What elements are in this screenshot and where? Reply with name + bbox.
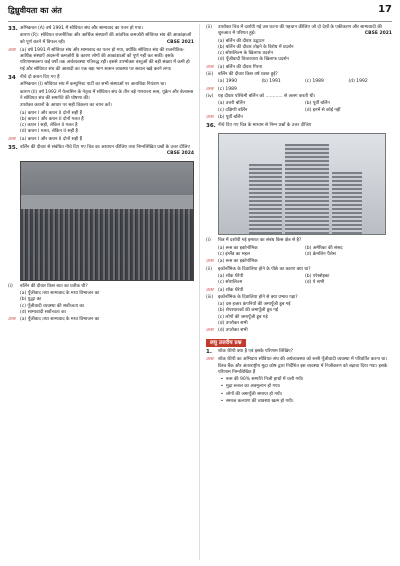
answer-text: (b) पूर्वी बर्लिन bbox=[218, 114, 243, 120]
option-b: (b) युद्धा का bbox=[20, 297, 42, 303]
page-number: 17 bbox=[378, 4, 392, 15]
sub-question-iv bbox=[206, 94, 392, 114]
reason-text: कारण (II) वर्ष 1992 में येल्तसिन के नेतृत्व में सोवियत संघ के तीन बड़े गणराज्य रूस, यूक्रेन और बेलारूस ने सोवियत संघ की समाप्ति की घोषणा की। bbox=[20, 89, 194, 101]
short-question-1 bbox=[206, 349, 392, 356]
answer-block bbox=[206, 357, 392, 405]
section-title: लघु उत्तरीय प्रश्न bbox=[206, 339, 246, 347]
option-b: (b) 1991 bbox=[261, 79, 281, 85]
sub-number: (iii) bbox=[206, 294, 214, 300]
option-b: (b) अमेरिका की संसद bbox=[305, 245, 343, 251]
list-item: • लोगों की जमापूँजी समाप्त हो गयी। bbox=[220, 391, 283, 397]
option-d: (d) क्रेमलिन पैलेस bbox=[305, 252, 336, 258]
sub-question-text: बर्लिन की दीवार किस बात का प्रतीक थी? bbox=[20, 283, 88, 289]
building-photo bbox=[218, 133, 386, 235]
list-item: • रूस की 90% सम्पत्ति निजी हाथों में चली गयी। bbox=[220, 377, 304, 383]
sub-question-iii bbox=[206, 295, 392, 327]
answer-text: (a) रूस का इकोनॉमिक bbox=[218, 259, 258, 265]
option-a: (a) कथन I और कथन II दोनों सही हैं bbox=[20, 110, 82, 116]
sub-number: (i) bbox=[206, 238, 211, 244]
option-c: (c) कथन I सही, लेकिन II गलत है bbox=[20, 123, 78, 129]
option-a: (a) पूँजीवाद तथा साम्यवाद के मध्य विभाजन का bbox=[20, 290, 100, 296]
chapter-title: द्विध्रुवीयता का अंत bbox=[8, 6, 62, 15]
sub-question-ii bbox=[206, 25, 392, 64]
option-b: (b) पूर्वी बर्लिन bbox=[305, 101, 330, 107]
answer-label: उत्तर bbox=[206, 86, 214, 92]
option-d: (d) उपरोक्त सभी bbox=[218, 321, 248, 327]
answer-text: (c) 1989 bbox=[218, 86, 237, 92]
question-number: 33. bbox=[8, 26, 18, 32]
option-d: (d) साम्यवादी सर्वोच्चता का bbox=[20, 309, 66, 315]
sub-question-i bbox=[8, 284, 194, 316]
assertion-text: अभिकथन (A) वर्ष 1991 में सोवियत संघ और साम्यवाद का पतन हो गया। bbox=[20, 26, 143, 31]
question-number: 35. bbox=[8, 145, 18, 152]
option-b: (b) शेयरधारकों की जमापूँजी डूब गई bbox=[218, 308, 279, 314]
sub-question-iii bbox=[206, 72, 392, 86]
question-text: शॉक थेरेपी क्या है एवं इसके परिणाम लिखिए? bbox=[218, 348, 294, 354]
sub-question-text: यह दीवार पश्चिमी बर्लिन को ............ से अलग करती थी। bbox=[218, 93, 316, 99]
answer-text: (a) पूँजीवाद तथा साम्यवाद के मध्य विभाजन का bbox=[20, 317, 100, 323]
answer-block bbox=[8, 48, 194, 73]
answer-text: (a) शॉक थेरेपी bbox=[218, 287, 244, 293]
answer-label: उत्तर bbox=[206, 287, 214, 293]
sub-question-text: इकॉनॉमिक के दिवालिया होने के पीछे का कारण क्या था? bbox=[218, 266, 311, 272]
question-36 bbox=[206, 123, 392, 130]
sub-question-ii bbox=[206, 267, 392, 287]
question-number: 36. bbox=[206, 123, 216, 130]
answer-block bbox=[206, 259, 392, 265]
instruction-text: उपरोक्त कथनों के आधार पर सही विकल्प का चयन करें। bbox=[20, 103, 112, 109]
answer-block bbox=[206, 87, 392, 93]
answer-label: उत्तर bbox=[8, 317, 16, 323]
page-header bbox=[8, 5, 392, 19]
option-d: (d) पूँजीवादी विचारधारा के खिलाफ प्रदर्शन bbox=[218, 57, 289, 63]
question-35 bbox=[8, 145, 194, 158]
sub-number: (i) bbox=[8, 283, 13, 289]
answer-block bbox=[206, 115, 392, 121]
sub-number: (ii) bbox=[206, 266, 213, 272]
option-c: (c) सोशलिज्म के खिलाफ प्रदर्शन bbox=[218, 51, 273, 57]
question-34 bbox=[8, 75, 194, 136]
column-divider bbox=[199, 24, 200, 560]
list-item: • मुद्रा रूबल का अवमूल्यन हो गया। bbox=[220, 384, 281, 390]
answer-label: उत्तर bbox=[8, 136, 16, 142]
option-a: (a) दस हजार कंपनियों की जमापूँजी डूब गई bbox=[218, 302, 291, 308]
left-column bbox=[8, 24, 194, 324]
option-d: (d) 1992 bbox=[348, 79, 368, 85]
question-intro: नीचे दो कथन दिए गए हैं bbox=[20, 75, 60, 81]
sub-question-text: उपरोक्त चित्र में दर्शायी गई उस घटना की पहचान कीजिए जो दो देशों के एकीकरण और साम्यवादी की शुरुआत में परिणत हुई। CBSE 2021 bbox=[218, 25, 392, 37]
answer-label: उत्तर bbox=[206, 328, 214, 334]
option-c: (c) दक्षिणी बर्लिन bbox=[218, 107, 248, 113]
option-b: (b) कथन I और कथन II दोनों गलत हैं bbox=[20, 116, 84, 122]
answer-text: शॉक थेरेपी का अभिप्राय सोवियत संघ की अर्थव्यवस्था को रूसी पूँजीवादी व्यवस्था में परिवर्तित करना था। विश्व बैंक और अंतरराष्ट्रीय मुद्रा कोष द्वारा निर्देशित इस व्यवस्था में निजीकरण को बढ़ावा दिया गया। इसके परिणाम निम्नलिखित हैं bbox=[218, 357, 388, 375]
sub-number: (ii) bbox=[206, 25, 213, 30]
option-a: (a) 1990 bbox=[218, 79, 238, 85]
option-c: (c) पूँजीवादी व्यवस्था की सर्वोच्चता का bbox=[20, 303, 85, 309]
option-c: (c) इंग्लैंड का महल bbox=[218, 252, 250, 258]
reason-text: कारण (R): सोवियत राजनीतिक और आर्थिक संस्थानों की आंतरिक कमजोरी सोवियत संघ की आकांक्षाओं को पूर्ण करने में विफल रही। CBSE 2021 bbox=[20, 33, 194, 45]
sub-question-text: चित्र में दर्शायी गई इमारत का संबंध किस क्षेत्र से है? bbox=[218, 238, 302, 244]
exam-tag: CBSE 2021 bbox=[364, 31, 392, 37]
sub-question-text: इकॉनॉमिक के दिवालिया होने से क्या प्रभाव पड़ा? bbox=[218, 294, 298, 300]
crowd-photo bbox=[20, 161, 194, 281]
answer-label: उत्तर bbox=[8, 47, 16, 53]
answer-block bbox=[206, 288, 392, 294]
sub-question-text: बर्लिन की दीवार किस वर्ष ध्वस्त हुई? bbox=[218, 72, 278, 78]
right-column bbox=[206, 24, 392, 406]
answer-text: (a) बर्लिन की दीवार गिरना bbox=[218, 64, 263, 70]
sub-question-i bbox=[206, 238, 392, 258]
option-b: (b) बर्लिन की दीवार तोड़ने के विरोध में प्रदर्शन bbox=[218, 44, 294, 50]
answer-label: उत्तर bbox=[206, 259, 214, 265]
answer-block bbox=[206, 65, 392, 71]
assertion-text: अभिकथन (I) सोवियत संघ में कम्युनिस्ट पार्टी का सभी संस्थाओं पर अत्यधिक नियंत्रण था। bbox=[20, 82, 167, 88]
exam-tag: CBSE 2021 bbox=[166, 39, 194, 45]
answer-block bbox=[8, 137, 194, 143]
question-text: नीचे दिए गए चित्र के माध्यम से निम्न प्रश्नों के उत्तर दीजिए bbox=[218, 123, 312, 129]
question-number: 34 bbox=[8, 75, 16, 82]
answer-label: उत्तर bbox=[206, 64, 214, 70]
question-text: बर्लिन की दीवार से संबंधित नीचे दिए गए चित्र का अध्ययन कीजिए तथा निम्नलिखित प्रश्नों के उत्तर दीजिए CBSE 2024 bbox=[20, 145, 194, 157]
option-d: (d) कथन I गलत, लेकिन II सही है bbox=[20, 129, 78, 135]
answer-text: (d) उपरोक्त सभी bbox=[218, 328, 248, 334]
sub-number: (iii) bbox=[206, 72, 214, 78]
answer-block bbox=[8, 317, 194, 323]
answer-block bbox=[206, 328, 392, 334]
option-a: (a) बर्लिन की दीवार उद्घाटन bbox=[218, 38, 265, 44]
question-33 bbox=[8, 26, 194, 47]
answer-label: उत्तर bbox=[206, 357, 214, 363]
sub-number: (iv) bbox=[206, 93, 214, 99]
option-a: (a) शॉक थेरेपी bbox=[218, 273, 244, 279]
option-a: (a) उत्तरी बर्लिन bbox=[218, 101, 245, 107]
answer-label: उत्तर bbox=[206, 114, 214, 120]
header-rule bbox=[8, 21, 392, 22]
option-c: (c) लोगों की जमापूँजी डूब गई bbox=[218, 314, 268, 320]
list-item: • समाज कल्याण की व्यवस्था खत्म हो गयी। bbox=[220, 398, 294, 404]
section-heading bbox=[206, 339, 392, 347]
option-d: (d) ये सभी bbox=[305, 280, 325, 286]
answer-text: (a) कथन I और कथन II दोनों सही हैं bbox=[20, 136, 82, 142]
question-number: 1. bbox=[206, 348, 212, 355]
option-d: (d) इनमें से कोई नहीं bbox=[305, 107, 341, 113]
option-a: (a) रूस का इकोनॉमिक bbox=[218, 245, 258, 251]
option-b: (b) परेस्त्रोइका bbox=[305, 273, 330, 279]
answer-text: (a) वर्ष 1991 में सोवियत संघ और साम्यवाद का पतन हो गया, क्योंकि सोवियत संघ की राजनीतिक-आर्थिक संस्थाएँ अंदरूनी कमज़ोरी के कारण लोगों की आकांक्षाओं को पूर्ण नहीं कर सकीं। इसके परिणामस्वरूप कई वर्षों तक अर्थव्यवस्था गतिरुद्ध रही। इससे उपभोक्ता वस्तुओं की बड़ी संख्या में कमी हो गई और सोवियत संघ की आबादी का एक बड़ा भाग शासन व्यवस्था पर सवाल खड़े करने लगा। bbox=[20, 47, 190, 72]
option-c: (c) 1989 bbox=[305, 79, 324, 85]
option-c: (c) सोशलिज्म bbox=[218, 280, 243, 286]
exam-tag: CBSE 2024 bbox=[166, 151, 194, 157]
